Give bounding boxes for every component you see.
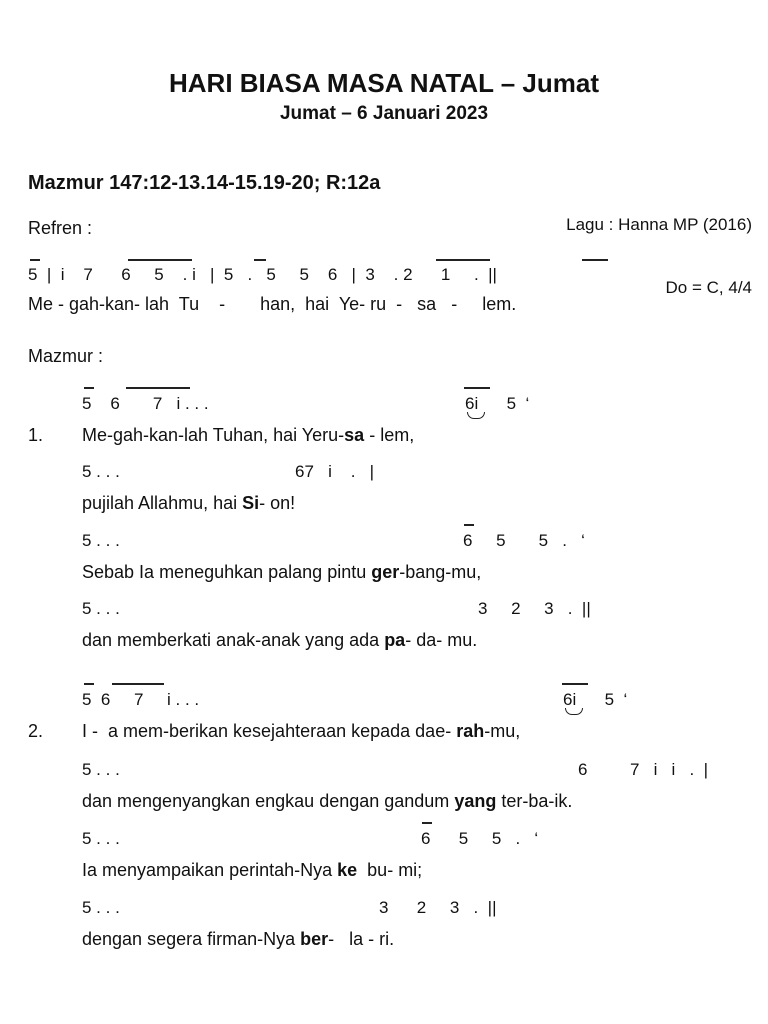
lyric-text: pujilah Allahmu, hai: [82, 493, 243, 513]
lyric-text: -bang-mu,: [399, 562, 482, 582]
verse1-line3-notes-end: 6 5 5 . ‘: [463, 531, 585, 550]
lyric-accent: sa: [344, 425, 365, 445]
lyric-accent: pa: [384, 630, 406, 650]
verse1-overline: [126, 387, 190, 389]
refrain-overline: [128, 259, 192, 261]
lyric-text: dan mengenyangkan engkau dengan gandum: [82, 791, 455, 811]
verse2-line1-notes: 5 6 7 i . . .: [82, 690, 200, 709]
lyric-text: - da- mu.: [405, 630, 478, 650]
verse1-line2-notes-end: 67 i . |: [295, 462, 375, 481]
verse2-overline: [84, 683, 94, 685]
verse2-line3-lyric: [82, 860, 422, 881]
verse1-line2-lyric: [82, 493, 295, 514]
lyric-text: Me-gah-kan-lah Tuhan, hai Yeru-: [82, 425, 345, 445]
verse1-line3-lyric: [82, 562, 481, 583]
refrain-overline: [254, 259, 266, 261]
lyric-text: bu- mi;: [357, 860, 423, 880]
lyric-accent: yang: [454, 791, 497, 811]
refrain-label: Refren :: [28, 218, 93, 238]
verse2-line4-notes-end: 3 2 3 . ||: [379, 898, 497, 917]
verse1-line3-notes: 5 . . .: [82, 531, 120, 550]
lyric-text: ter-ba-ik.: [496, 791, 573, 811]
lyric-text: dan memberkati anak-anak yang ada: [82, 630, 385, 650]
verse2-overline: [422, 822, 432, 824]
lyric-text: - la - ri.: [328, 929, 395, 949]
verse1-line1-notes-end: 6i 5 ‘: [465, 394, 530, 413]
verse1-line4-notes: 5 . . .: [82, 599, 120, 618]
verse1-line2-notes: 5 . . .: [82, 462, 120, 481]
lyric-accent: ger: [371, 562, 400, 582]
page-subtitle: Jumat – 6 Januari 2023: [279, 103, 489, 124]
verse2-line2-notes: 5 . . .: [82, 760, 120, 779]
refrain-overline: [30, 259, 40, 261]
verse2-tie: [565, 708, 583, 715]
composer-info: [566, 172, 752, 319]
refrain-lyric: Me - gah-kan- lah Tu - han, hai Ye- ru - sa - lem.: [28, 294, 517, 314]
verse1-overline: [464, 387, 490, 389]
verse1-line4-notes-end: 3 2 3 . ||: [478, 599, 591, 618]
verse1-overline: [84, 387, 94, 389]
page-title: HARI BIASA MASA NATAL – Jumat: [169, 68, 599, 98]
lyric-text: - on!: [259, 493, 296, 513]
verse1-line4-lyric: [82, 630, 477, 651]
verse1-tie: [467, 412, 485, 419]
verse2-overline: [562, 683, 588, 685]
composer-name: Lagu : Hanna MP (2016): [566, 215, 752, 234]
lyric-accent: ke: [337, 860, 358, 880]
lyric-accent: rah: [456, 721, 485, 741]
verse2-line3-notes: 5 . . .: [82, 829, 120, 848]
verse2-line4-notes: 5 . . .: [82, 898, 120, 917]
refrain-overline: [582, 259, 608, 261]
verse2-line1-notes-end: 6i 5 ‘: [563, 690, 628, 709]
lyric-text: - lem,: [364, 425, 415, 445]
verse2-line1-lyric: [82, 721, 520, 742]
refrain-notes: 5 | i 7 6 5 . i | 5 . 5 5 6 | 3 . 2 1 . ||: [28, 265, 497, 284]
lyric-accent: Si: [242, 493, 260, 513]
psalm-reference: Mazmur 147:12-13.14-15.19-20; R:12a: [28, 172, 381, 194]
verse1-line1-lyric: [82, 425, 414, 446]
verse2-line4-lyric: [82, 929, 394, 950]
verse2-line3-notes-end: 6 5 5 . ‘: [421, 829, 539, 848]
verse1-overline: [464, 524, 474, 526]
lyric-text: I - a mem-berikan kesejahteraan kepada dae-: [82, 721, 457, 741]
verses-label: Mazmur :: [28, 346, 104, 366]
lyric-text: -mu,: [484, 721, 521, 741]
verse2-line2-notes-end: 6 7 i i . |: [578, 760, 709, 779]
verse2-overline: [112, 683, 164, 685]
verse1-line1-notes: 5 6 7 i . . .: [82, 394, 209, 413]
lyric-text: Sebab Ia meneguhkan palang pintu: [82, 562, 372, 582]
lyric-text: Ia menyampaikan perintah-Nya: [82, 860, 338, 880]
lyric-accent: ber: [300, 929, 329, 949]
refrain-overline: [436, 259, 490, 261]
key-signature: Do = C, 4/4: [665, 278, 752, 297]
verse2-line2-lyric: [82, 791, 572, 812]
verse1-number: 1.: [28, 425, 44, 445]
lyric-text: dengan segera firman-Nya: [82, 929, 301, 949]
verse2-number: 2.: [28, 721, 44, 741]
